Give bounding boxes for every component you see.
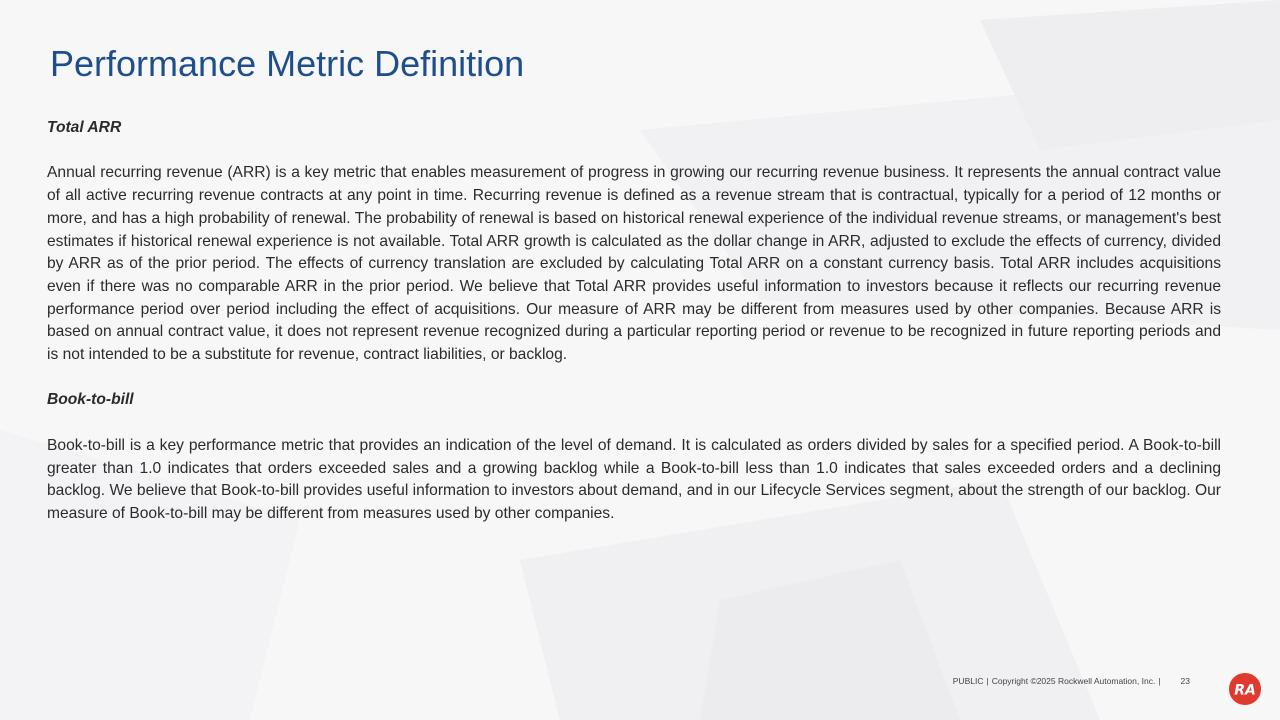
page-number: 23 xyxy=(1180,676,1190,686)
footer xyxy=(900,676,1190,686)
logo-text: RA xyxy=(1234,682,1256,699)
section-heading-book-to-bill: Book-to-bill xyxy=(47,391,134,409)
section-body-book-to-bill: Book-to-bill is a key performance metric that provides an indication of the level of demand. It is calculated as orders divided by sales for a specified period. A Book-to-bill greater than 1.0 indicates that orders exceeded sales and a growing backlog while a Book-to-bill less than 1.0 indicates that sales exceeded orders and a declining backlog. We believe that Book-to-bill provides useful information to investors about demand, and in our Lifecycle Services segment, about the strength of our backlog. Our measure of Book-to-bill may be different from measures used by other companies. xyxy=(47,436,1221,522)
footer-classification: PUBLIC xyxy=(952,676,984,686)
spacer xyxy=(47,412,1221,435)
page-title: Performance Metric Definition xyxy=(50,43,525,84)
section-body-total-arr: Annual recurring revenue (ARR) is a key metric that enables measurement of progress in growing our recurring revenue business. It represents the annual contract value of all active recurring revenue contracts at any point in time. Recurring revenue is defined as a revenue stream that is contractual, typically for a period of 12 months or more, and has a high probability of renewal. The probability of renewal is based on historical renewal experience of the individual revenue streams, or management's best estimates if historical renewal experience is not available. Total ARR growth is calculated as the dollar change in ARR, adjusted to exclude the effects of currency, divided by ARR as of the prior period. The effects of currency translation are excluded by calculating Total ARR on a constant currency basis. Total ARR includes acquisitions even if there was no comparable ARR in the prior period. We believe that Total ARR provides useful information to investors because it reflects our recurring revenue performance period over period including the effect of acquisitions. Our measure of ARR may be different from measures used by other companies. Because ARR is based on annual contract value, it does not represent revenue recognized during a particular reporting period or revenue to be recognized in future reporting periods and is not intended to be a substitute for revenue, contract liabilities, or backlog. xyxy=(47,164,1221,364)
footer-copyright: Copyright ©2025 Rockwell Automation, Inc. xyxy=(991,676,1156,686)
section-heading-total-arr: Total ARR xyxy=(47,119,122,136)
spacer xyxy=(47,140,1221,163)
spacer xyxy=(47,367,1221,390)
footer-separator: | xyxy=(986,676,989,686)
content-body xyxy=(47,117,1221,526)
rockwell-logo-icon xyxy=(1228,672,1262,706)
footer-separator: | xyxy=(1158,676,1161,686)
